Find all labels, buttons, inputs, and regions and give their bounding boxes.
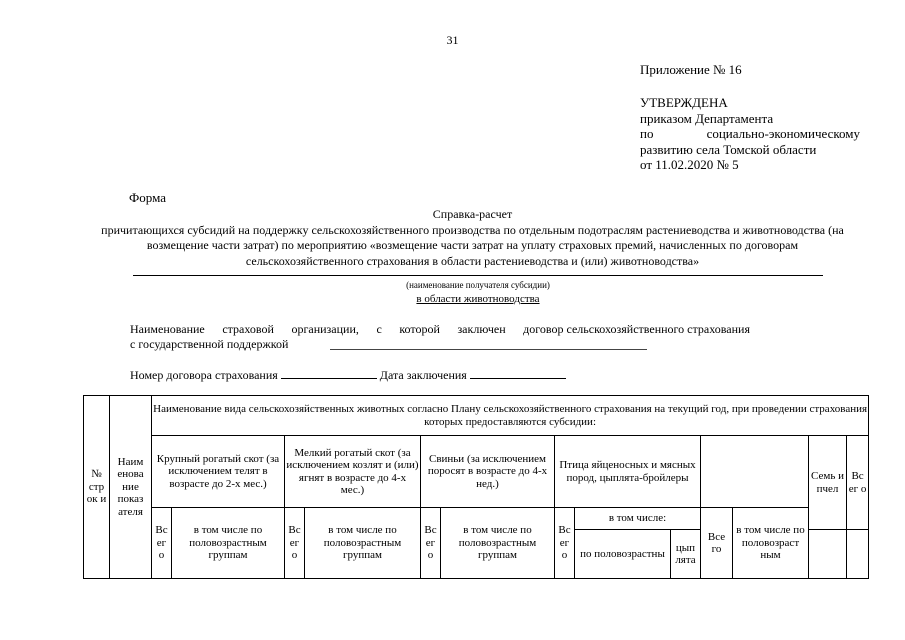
header-cattle: Крупный рогатый скот (за исключением телят в возрасте до 2-х мес.) xyxy=(152,436,285,508)
appendix-label: Приложение № 16 xyxy=(640,62,742,77)
header-small-cattle: Мелкий рогатый скот (за исключением козлят и (или) ягнят в возрасте до 4-х мес.) xyxy=(285,436,421,508)
small-cattle-total: Вс ег о xyxy=(285,508,305,579)
insurer-word: заключен xyxy=(457,322,506,336)
insurer-word: Наименование xyxy=(130,322,205,336)
contract-number-field[interactable] xyxy=(281,368,377,379)
insurer-word: с xyxy=(376,322,382,336)
poultry-including: в том числе: xyxy=(575,508,701,530)
approval-line-3: развитию села Томской области xyxy=(640,141,817,157)
insurer-line-2: с государственной поддержкой xyxy=(130,337,289,351)
header-poultry: Птица яйценосных и мясных пород, цыплята-бройлеры xyxy=(555,436,701,508)
contract-number-label: Номер договора страхования xyxy=(130,368,278,382)
extra-by-age: в том числе по половозраст ным xyxy=(733,508,809,579)
contract-line xyxy=(130,368,566,383)
approval-block xyxy=(640,95,860,173)
insurer-word: договор сельскохозяйственного страхования xyxy=(523,322,750,336)
bee-families-cell xyxy=(809,530,847,579)
approval-line-2-left: по xyxy=(640,126,654,141)
col-row-number: № стр ок и xyxy=(84,396,110,579)
approval-label: УТВЕРЖДЕНА xyxy=(640,95,728,110)
page-number: 31 xyxy=(446,33,459,47)
insurer-word: страховой xyxy=(222,322,274,336)
title-heading: Справка-расчет xyxy=(432,207,513,221)
approval-line-2 xyxy=(640,126,860,142)
recipient-line[interactable] xyxy=(133,275,823,276)
poultry-by-age: по половозрастны xyxy=(575,530,671,579)
recipient-caption: (наименование получателя субсидии) xyxy=(406,280,550,290)
insurer-word: которой xyxy=(399,322,440,336)
area-label: в области животноводства xyxy=(416,293,540,305)
contract-date-label: Дата заключения xyxy=(379,368,467,382)
document-title xyxy=(90,207,855,269)
col-indicator-name: Наим енова ние показ ателя xyxy=(110,396,152,579)
header-pigs: Свиньи (за исключением поросят в возрасте до 4-х нед.) xyxy=(421,436,555,508)
pigs-by-age: в том числе по половозрастным группам xyxy=(441,508,555,579)
poultry-total: Вс ег о xyxy=(555,508,575,579)
header-blank xyxy=(701,436,809,508)
insurer-block xyxy=(130,322,750,352)
pigs-total: Вс ег о xyxy=(421,508,441,579)
approval-line-4: от 11.02.2020 № 5 xyxy=(640,157,739,172)
cattle-by-age: в том числе по половозрастным группам xyxy=(172,508,285,579)
header-grand-total: Вс ег о xyxy=(847,436,869,530)
poultry-chicks: цып лята xyxy=(671,530,701,579)
contract-date-field[interactable] xyxy=(470,368,566,379)
insurer-line-1 xyxy=(130,322,750,337)
approval-line-2-right: социально-экономическому xyxy=(706,126,860,141)
grand-total-cell xyxy=(847,530,869,579)
title-body: причитающихся субсидий на поддержку сельскохозяйственного производства по отдельным подотраслям растениеводства и животноводства (на возмещение части затрат) по мероприятию «возмещение части затрат на уплату страховых премий, начисленных по договорам сельскохозяйственного страхования в области растениеводства и (или) животноводства» xyxy=(101,222,844,268)
subsidy-table xyxy=(83,395,869,579)
insurer-word: организации, xyxy=(291,322,359,336)
approval-line-1: приказом Департамента xyxy=(640,110,774,126)
form-label: Форма xyxy=(129,190,166,205)
insurer-name-field[interactable] xyxy=(330,349,647,350)
cattle-total: Вс ег о xyxy=(152,508,172,579)
header-animal-types: Наименование вида сельскохозяйственных животных согласно Плану сельскохозяйственного страхования на текущий год, при проведении страхования которых предоставляются субсидии: xyxy=(152,396,869,436)
extra-total: Все го xyxy=(701,508,733,579)
header-bee-families: Семь и пчел xyxy=(809,436,847,530)
small-cattle-by-age: в том числе по половозрастным группам xyxy=(305,508,421,579)
